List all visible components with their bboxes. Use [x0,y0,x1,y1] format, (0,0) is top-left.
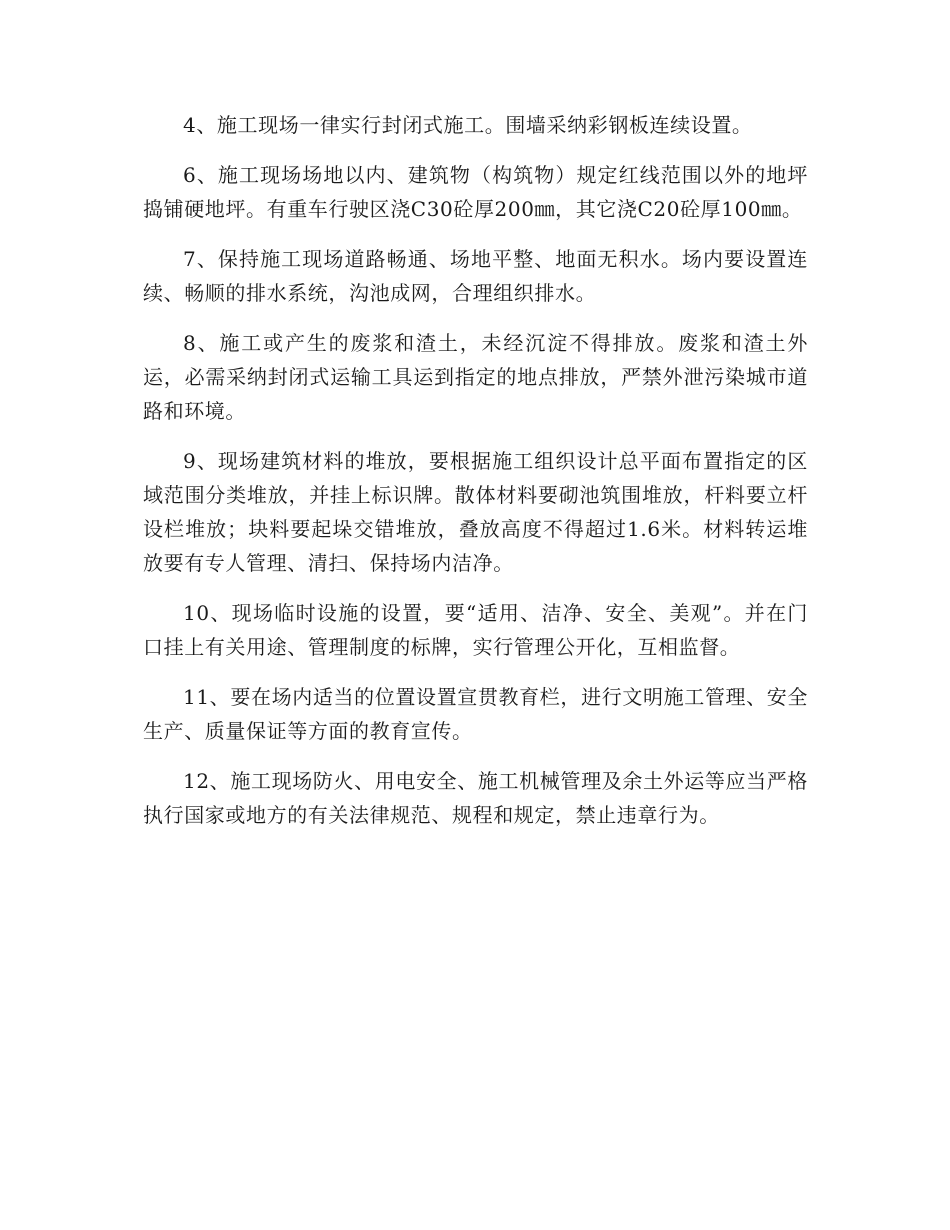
paragraph-item-7: 7、保持施工现场道路畅通、场地平整、地面无积水。场内要设置连续、畅顺的排水系统，沟池成网，合理组织排水。 [143,247,808,305]
paragraph-item-8: 8、施工或产生的废浆和渣土，未经沉淀不得排放。废浆和渣土外运，必需采纳封闭式运输工具运到指定的地点排放，严禁外泄污染城市道路和环境。 [143,331,808,423]
paragraph-item-11: 11、要在场内适当的位置设置宣贯教育栏，进行文明施工管理、安全生产、质量保证等方面的教育宣传。 [143,685,808,743]
paragraph-item-9: 9、现场建筑材料的堆放，要根据施工组织设计总平面布置指定的区域范围分类堆放，并挂上标识牌。散体材料要砌池筑围堆放，杆料要立杆设栏堆放；块料要起垛交错堆放，叠放高度不得超过1.6米。材料转运堆放要有专人管理、清扫、保持场内洁净。 [143,449,808,575]
paragraph-item-6: 6、施工现场场地以内、建筑物（构筑物）规定红线范围以外的地坪捣铺硬地坪。有重车行驶区浇C30砼厚200㎜，其它浇C20砼厚100㎜。 [143,163,808,221]
paragraph-item-12: 12、施工现场防火、用电安全、施工机械管理及余土外运等应当严格执行国家或地方的有关法律规范、规程和规定，禁止违章行为。 [143,769,808,827]
paragraph-item-10: 10、现场临时设施的设置，要“适用、洁净、安全、美观”。并在门口挂上有关用途、管理制度的标牌，实行管理公开化，互相监督。 [143,601,808,659]
document-body [143,108,808,848]
paragraph-item-4: 4、施工现场一律实行封闭式施工。围墙采纳彩钢板连续设置。 [183,113,753,137]
